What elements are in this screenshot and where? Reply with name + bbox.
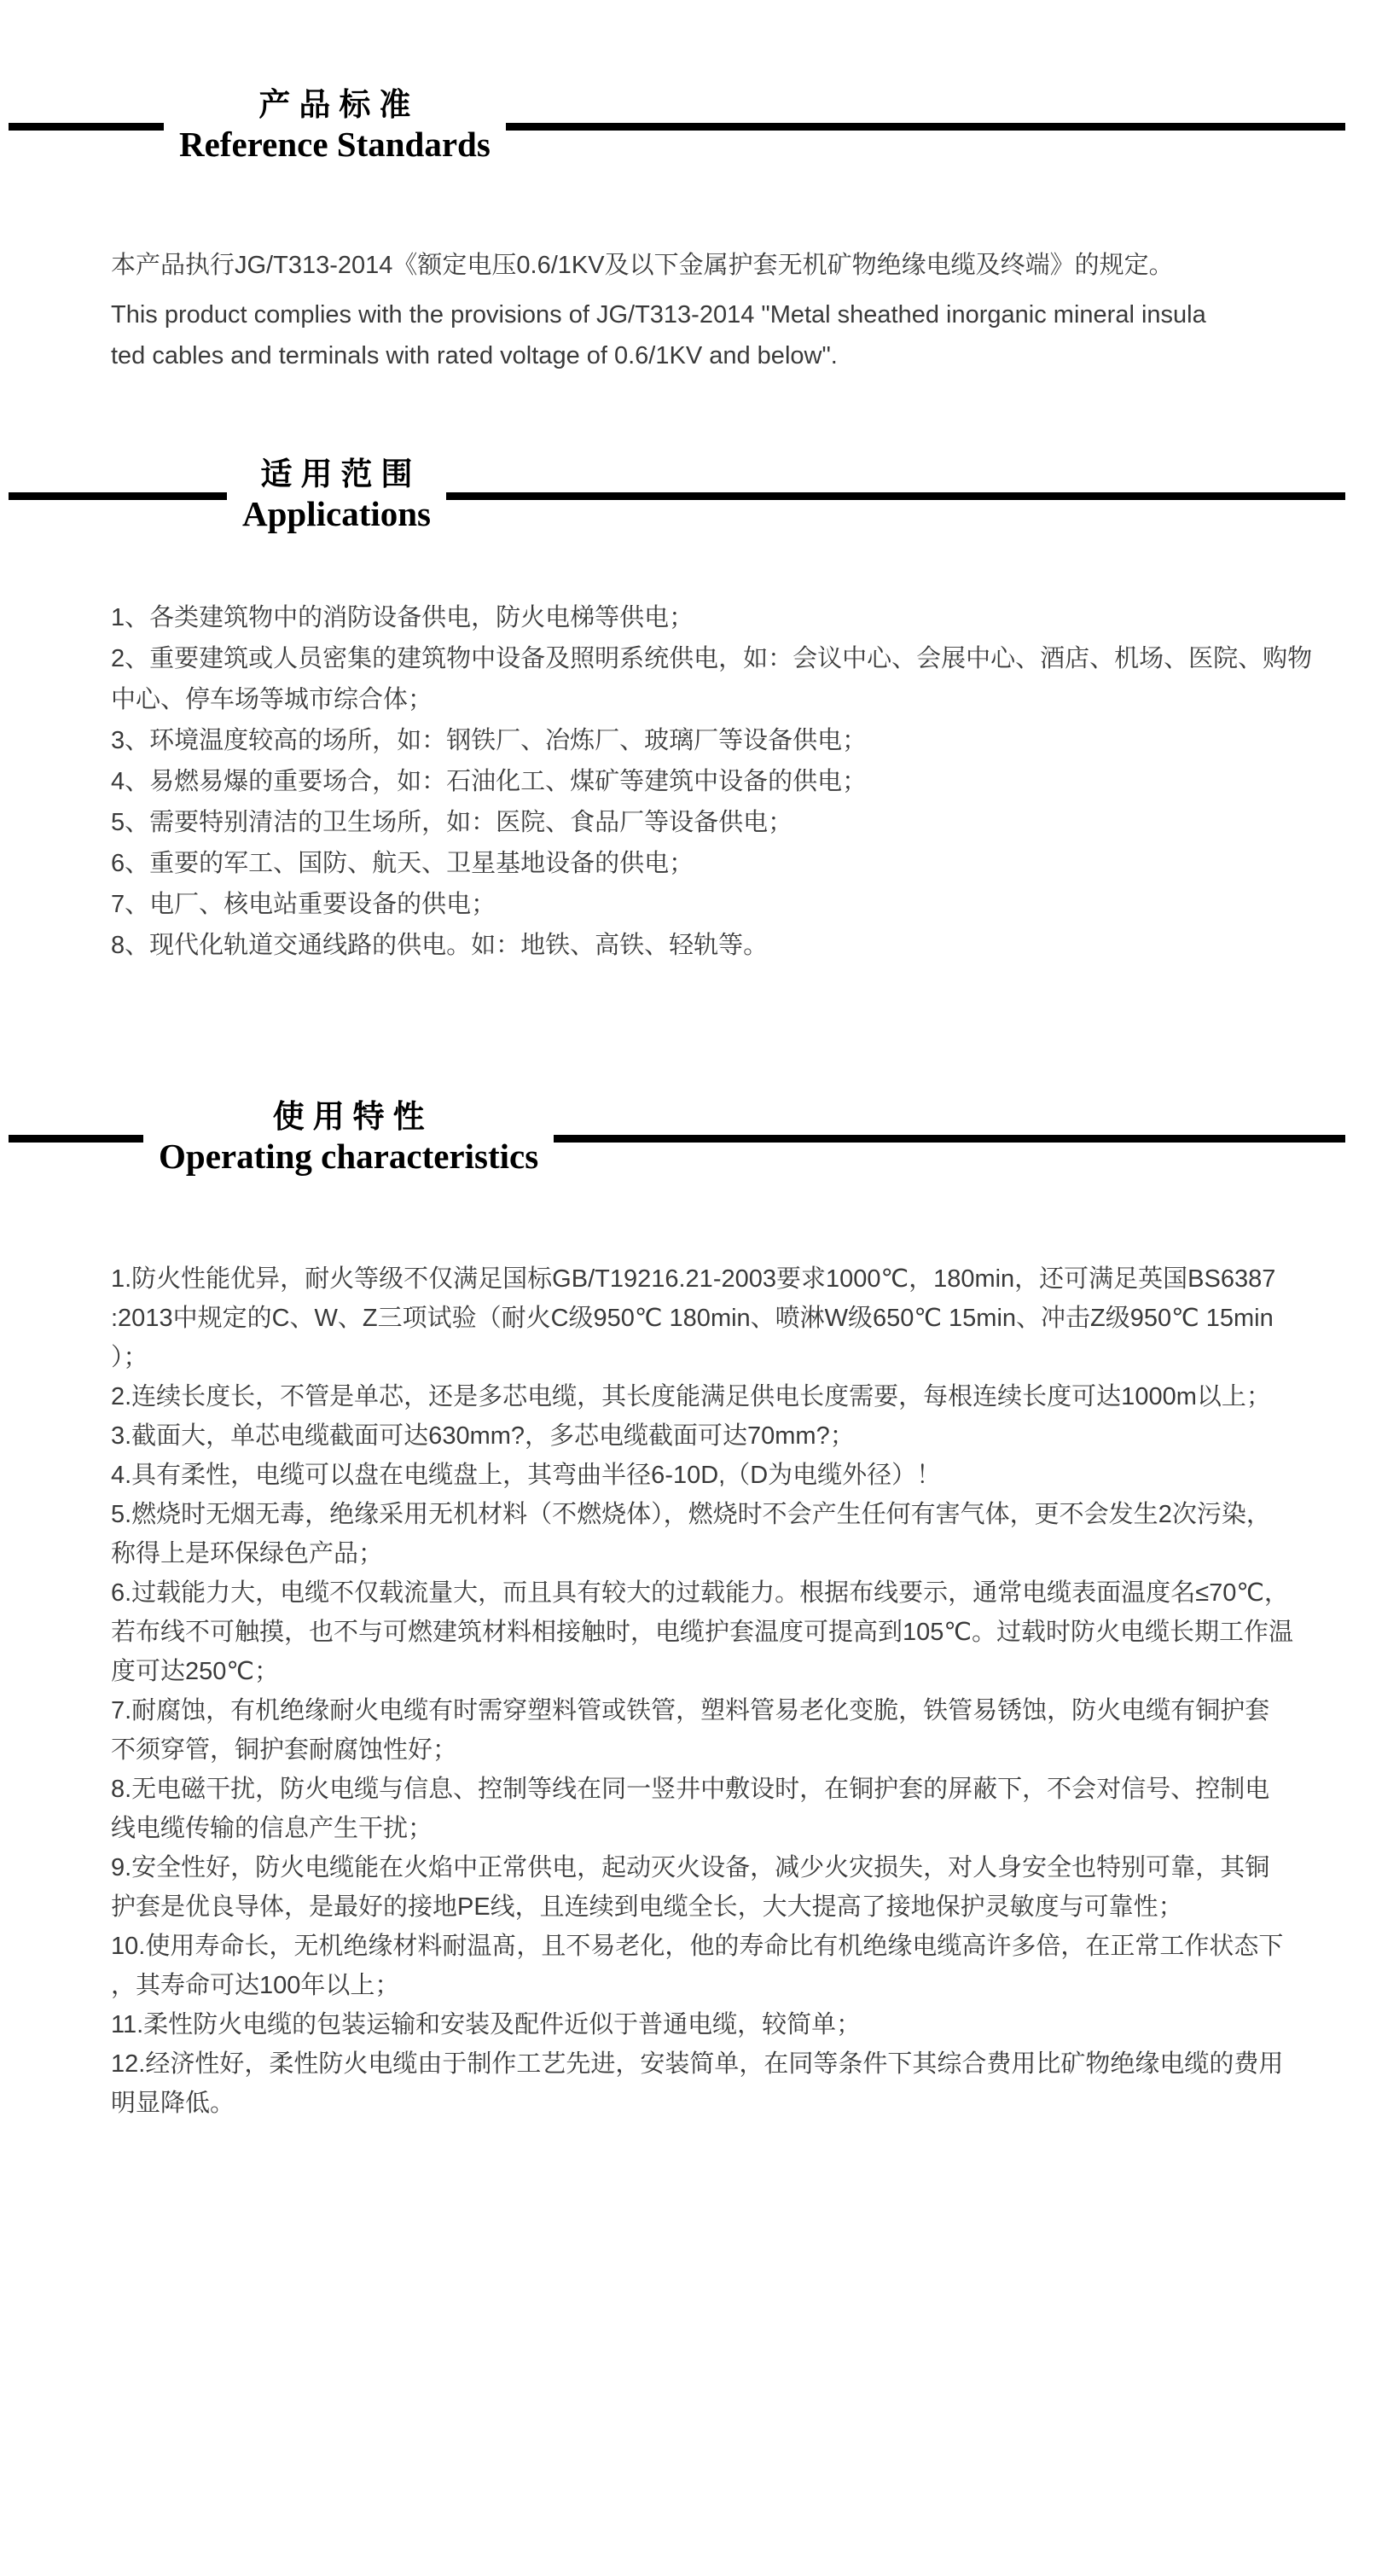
list-item-line: 2.连续长度长，不管是单芯，还是多芯电缆，其长度能满足供电长度需要，每根连续长度可达1000m以上； — [111, 1383, 1271, 1410]
list-item-line: 12.经济性好，柔性防火电缆由于制作工艺先进，安装简单，在同等条件下其综合费用比矿物绝缘电缆的费用 — [111, 2050, 1284, 2078]
header-rule-right — [506, 123, 1345, 131]
list-item-line: 1.防火性能优异，耐火等级不仅满足国标GB/T19216.21-2003要求1000℃，180min，还可满足英国BS6387 — [111, 1265, 1276, 1293]
header-rule-left — [9, 492, 227, 500]
header-titles — [242, 456, 431, 534]
list-item-line: 5、需要特别清洁的卫生场所，如：医院、食品厂等设备供电； — [111, 809, 793, 836]
list-item-line: 不须穿管，铜护套耐腐蚀性好； — [111, 1736, 458, 1764]
list-item-line: :2013中规定的C、W、Z三项试验（耐火C级950℃ 180min、喷淋W级650℃ 15min、冲击Z级950℃ 15min — [111, 1305, 1274, 1332]
section-header-reference-standards — [9, 87, 1345, 165]
section-body-operating-characteristics — [111, 1259, 1301, 2123]
list-item-line: 称得上是环保绿色产品； — [111, 1540, 384, 1567]
header-rule-left — [9, 1135, 143, 1143]
section-header-applications — [9, 456, 1345, 534]
list-item-line: 7、电厂、核电站重要设备的供电； — [111, 891, 496, 918]
list-item-line: ）； — [111, 1344, 148, 1371]
paragraph-en — [111, 294, 1301, 376]
section-body-applications — [111, 597, 1313, 966]
list-item-line: 若布线不可触摸，也不与可燃建筑材料相接触时，电缆护套温度可提高到105℃。过载时防火电缆长期工作温 — [111, 1619, 1293, 1646]
list-item-line: 线电缆传输的信息产生干扰； — [111, 1815, 433, 1842]
section-title-en: Applications — [242, 494, 431, 533]
section-body-reference-standards — [111, 245, 1301, 376]
paragraph-zh — [111, 245, 1301, 286]
section-title-zh: 适用范围 — [260, 457, 421, 492]
list-item-line: 7.耐腐蚀，有机绝缘耐火电缆有时需穿塑料管或铁管，塑料管易老化变脆，铁管易锈蚀，防火电缆有铜护套 — [111, 1697, 1270, 1724]
list-item-line: 中心、停车场等城市综合体； — [111, 686, 433, 713]
list-item-line: 8.无电磁干扰，防火电缆与信息、控制等线在同一竖井中敷设时，在铜护套的屏蔽下，不会对信号、控制电 — [111, 1776, 1270, 1803]
list-item-line: 明显降低。 — [111, 2090, 235, 2117]
header-titles — [159, 1099, 538, 1177]
section-header-operating-characteristics — [9, 1099, 1345, 1177]
section-title-en: Operating characteristics — [159, 1137, 539, 1176]
list-item-line: 6、重要的军工、国防、航天、卫星基地设备的供电； — [111, 850, 694, 877]
list-item-line: 度可达250℃； — [111, 1658, 279, 1685]
page — [0, 87, 1376, 2576]
list-item-line: 11.柔性防火电缆的包装运输和安装及配件近似于普通电缆，较简单； — [111, 2011, 862, 2038]
list-item-line: 6.过载能力大，电缆不仅载流量大，而且具有较大的过载能力。根据布线要示，通常电缆表面温度名≤70℃， — [111, 1579, 1289, 1607]
text-line: This product complies with the provisions of JG/T313-2014 "Metal sheathed inorganic mineral insula — [111, 301, 1206, 329]
list-item-line: 5.燃烧时无烟无毒，绝缘采用无机材料（不燃烧体），燃烧时不会产生任何有害气体，更不会发生2次污染， — [111, 1501, 1271, 1528]
list-item-line: 3、环境温度较高的场所，如：钢铁厂、冶炼厂、玻璃厂等设备供电； — [111, 727, 868, 754]
header-rule-left — [9, 123, 164, 131]
text-line: 本产品执行JG/T313-2014《额定电压0.6/1KV及以下金属护套无机矿物绝缘电缆及终端》的规定。 — [111, 252, 1174, 279]
header-titles — [179, 87, 491, 165]
list-item-line: 3.截面大，单芯电缆截面可达630mm?，多芯电缆截面可达70mm?； — [111, 1422, 855, 1450]
list-item-line: 4、易燃易爆的重要场合，如：石油化工、煤矿等建筑中设备的供电； — [111, 768, 868, 795]
list-item-line: 护套是优良导体，是最好的接地PE线，且连续到电缆全长，大大提高了接地保护灵敏度与可靠性； — [111, 1893, 1183, 1921]
header-rule-right — [554, 1135, 1345, 1143]
list-item-line: 8、现代化轨道交通线路的供电。如：地铁、高铁、轻轨等。 — [111, 932, 769, 959]
section-title-zh: 产品标准 — [258, 88, 420, 123]
list-item-line: 4.具有柔性，电缆可以盘在电缆盘上，其弯曲半径6-10D,（D为电缆外径）！ — [111, 1462, 942, 1489]
list-item-line: 9.安全性好，防火电缆能在火焰中正常供电，起动灭火设备，减少火灾损失，对人身安全也特别可靠，其铜 — [111, 1854, 1270, 1881]
list-item-line: 1、各类建筑物中的消防设备供电，防火电梯等供电； — [111, 604, 694, 631]
section-title-en: Reference Standards — [179, 125, 491, 164]
section-title-zh: 使用特性 — [272, 1100, 433, 1135]
list-item-line: ，其寿命可达100年以上； — [111, 1972, 400, 1999]
list-item-line: 10.使用寿命长，无机绝缘材料耐温髙，且不易老化，他的寿命比有机绝缘电缆高许多倍，在正常工作状态下 — [111, 1933, 1284, 1960]
header-rule-right — [446, 492, 1345, 500]
text-line: ted cables and terminals with rated voltage of 0.6/1KV and below". — [111, 342, 838, 369]
list-item-line: 2、重要建筑或人员密集的建筑物中设备及照明系统供电，如：会议中心、会展中心、酒店、机场、医院、购物 — [111, 645, 1313, 672]
